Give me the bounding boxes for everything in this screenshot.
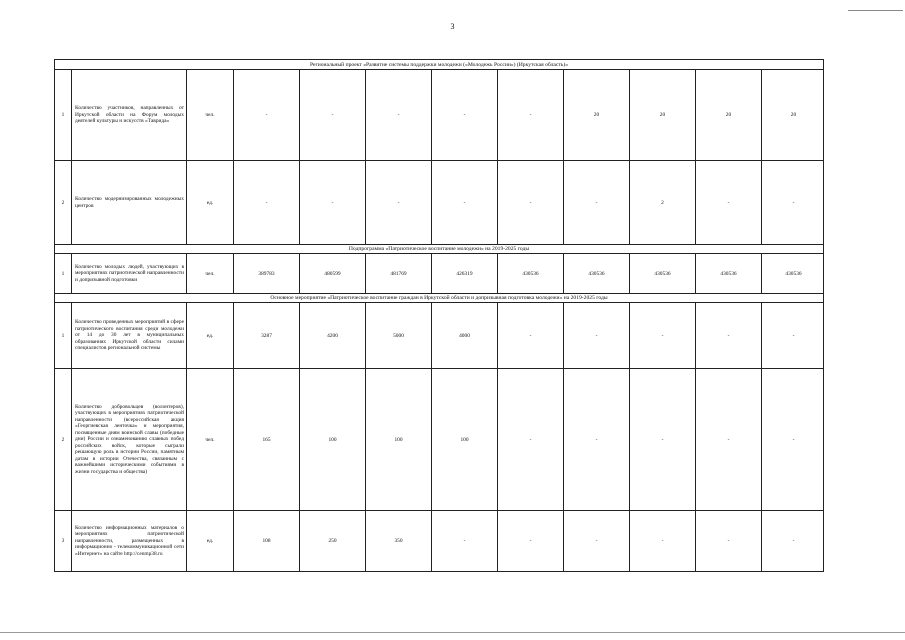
value-cell: - — [300, 161, 366, 244]
row-number: 1 — [55, 303, 72, 368]
value-cell: 4200 — [300, 303, 366, 368]
value-cell: - — [696, 369, 762, 510]
value-cell: - — [696, 303, 762, 368]
value-cell: 20 — [696, 70, 762, 160]
table-row — [54, 70, 824, 161]
value-cell: - — [366, 161, 432, 244]
value-cell: - — [234, 161, 300, 244]
top-edge-line — [848, 10, 903, 11]
table-row — [54, 511, 824, 572]
indicator-name: Количество участников, направленных от Иркутской области на Форум молодых деятелей культуры и искусств «Таврида» — [72, 70, 187, 160]
value-cell: 3287 — [234, 303, 300, 368]
indicator-name: Количество добровольцев (волонтеров), участвующих в мероприятиях патриотической направленности (всероссийская акция «Георгиевская ленточка» и мероприятия, посвященные дням воинской славы (победные дни) России и ознаменованию славных побед российских войск, которые сыграли решающую роль в истории России, памятным датам в истории Отечества, связанным с важнейшими историческими событиями в жизни государства и общества) — [72, 369, 187, 510]
value-cell: 480599 — [300, 254, 366, 293]
value-cell: - — [234, 70, 300, 160]
value-cell: 100 — [300, 369, 366, 510]
indicator-name: Количество модернизированных молодежных центров — [72, 161, 187, 244]
value-cell: 5000 — [366, 303, 432, 368]
value-cell: - — [498, 303, 564, 368]
value-cell: - — [564, 161, 630, 244]
value-cell: 20 — [630, 70, 696, 160]
value-cell: 481769 — [366, 254, 432, 293]
row-number: 1 — [55, 254, 72, 293]
page-number: 3 — [450, 22, 455, 31]
value-cell: - — [498, 369, 564, 510]
value-cell: - — [564, 369, 630, 510]
value-cell: 250 — [300, 511, 366, 571]
value-cell: - — [792, 199, 795, 206]
row-number: 2 — [55, 161, 72, 244]
bottom-edge-line — [0, 632, 905, 633]
unit-cell: ед. — [187, 303, 234, 368]
value-cell: 389783 — [234, 254, 300, 293]
section-title: Подпрограмма «Патриотическое воспитание молодежи» на 2019-2025 годы — [54, 245, 824, 254]
value-cell: 430536 — [696, 254, 762, 293]
value-cell: 165 — [234, 369, 300, 510]
value-cell: 100 — [432, 369, 498, 510]
section-title: Основное мероприятие «Патриотическое воспитание граждан в Иркутской области и допризывная подготовка молодежи» на 2019-2025 годы — [54, 294, 824, 303]
value-cell: - — [564, 511, 630, 571]
value-cell: - — [300, 70, 366, 160]
value-cell: 4000 — [432, 303, 498, 368]
unit-cell: чел. — [187, 254, 234, 293]
value-cell: - — [432, 70, 498, 160]
value-cell: 350 — [366, 511, 432, 571]
value-cell: 426319 — [432, 254, 498, 293]
row-number: 2 — [55, 369, 72, 510]
value-cell: - — [498, 511, 564, 571]
row-number: 1 — [55, 70, 72, 160]
value-cell: - — [696, 161, 762, 244]
table-row — [54, 254, 824, 294]
value-cell: - — [630, 511, 696, 571]
value-cell: - — [792, 538, 795, 544]
value-cell: 430536 — [564, 254, 630, 293]
value-cell: - — [630, 303, 696, 368]
value-cell: 20 — [790, 112, 797, 118]
value-cell: 430536 — [498, 254, 564, 293]
value-cell: - — [498, 161, 564, 244]
value-cell: 430536 — [630, 254, 696, 293]
unit-cell: ед. — [187, 161, 234, 244]
table-row — [54, 303, 824, 369]
indicator-name: Количество информационных материалов о мероприятиях патриотической направленности, размещенных в информационно - телекоммуникационной сети «Интернет» на сайте http://cenmp38.ru — [72, 511, 187, 571]
value-cell: - — [792, 436, 795, 443]
value-cell: 20 — [564, 70, 630, 160]
row-number: 3 — [55, 511, 72, 571]
value-cell: - — [498, 70, 564, 160]
unit-cell: чел. — [187, 70, 234, 160]
value-cell: - — [630, 369, 696, 510]
section-title: Региональный проект «Развитие системы поддержки молодежи («Молодежь России») (Иркутская область)» — [54, 59, 824, 70]
value-cell: - — [432, 511, 498, 571]
value-cell: - — [432, 161, 498, 244]
value-cell: 108 — [234, 511, 300, 571]
unit-cell: ед. — [187, 511, 234, 571]
value-cell: - — [564, 303, 630, 368]
value-cell: 430536 — [785, 270, 802, 277]
indicator-name: Количество молодых людей, участвующих в мероприятиях патриотической направленности и допризывной подготовки — [72, 254, 187, 293]
value-cell: 2 — [630, 161, 696, 244]
value-cell: - — [696, 511, 762, 571]
value-cell: - — [792, 332, 795, 339]
indicator-name: Количество проведенных мероприятий в сфере патриотического воспитания среди молодежи от 14 до 30 лет в муниципальных образованиях Иркутской области силами специалистов региональной системы — [72, 303, 187, 368]
table-row — [54, 369, 824, 511]
value-cell: 100 — [366, 369, 432, 510]
table-row — [54, 161, 824, 245]
value-cell: - — [366, 70, 432, 160]
unit-cell: чел. — [187, 369, 234, 510]
